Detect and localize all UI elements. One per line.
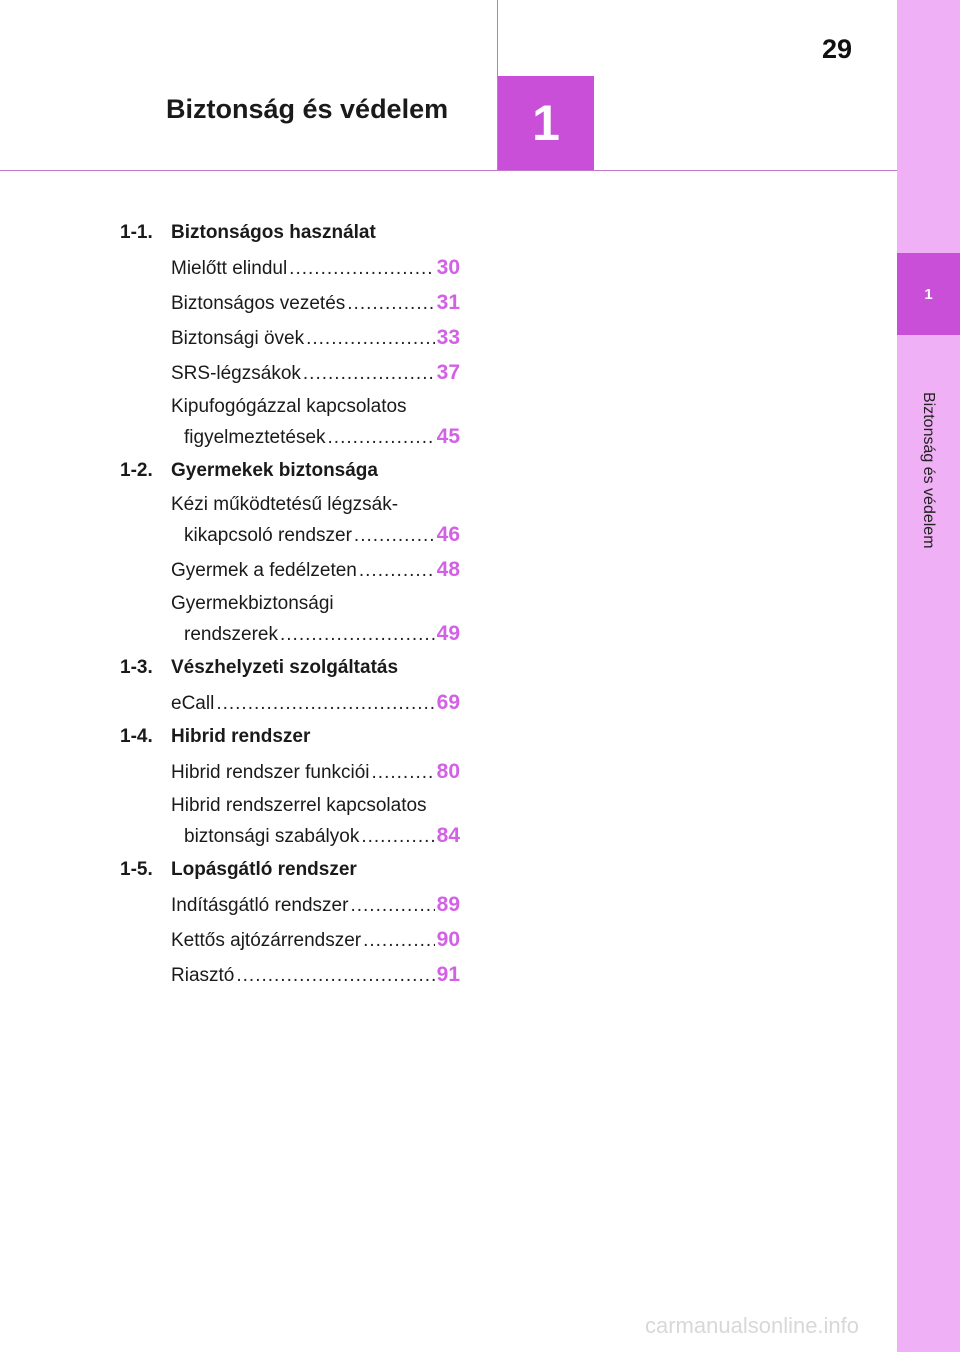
toc-page-link[interactable]: 30 [436, 256, 460, 279]
side-strip [897, 0, 960, 1352]
toc-entry[interactable] [171, 287, 460, 318]
toc-page-link[interactable]: 31 [436, 291, 460, 314]
toc-entry[interactable] [171, 357, 460, 388]
toc-page-link[interactable]: 80 [436, 760, 460, 783]
toc-page-link[interactable]: 90 [436, 928, 460, 951]
toc-entry-title: Indításgátló rendszer [171, 895, 349, 916]
toc-page-link[interactable]: 69 [436, 691, 460, 714]
dot-leader [350, 890, 434, 921]
toc-entry-title: Gyermek a fedélzeten [171, 560, 357, 581]
watermark: carmanualsonline.info [645, 1313, 860, 1338]
toc-page-link[interactable]: 37 [436, 361, 460, 384]
toc-section-number: 1-4. [120, 726, 153, 747]
toc-entry-title: rendszerek [184, 624, 278, 645]
toc-section-heading[interactable] [120, 218, 460, 248]
toc-section-heading[interactable] [120, 722, 460, 752]
toc-section-title: Lopásgátló rendszer [171, 859, 357, 880]
chapter-number-box: 1 [498, 76, 594, 170]
toc-page-link[interactable]: 49 [436, 622, 460, 645]
toc-page-link[interactable]: 89 [436, 893, 460, 916]
toc-entry-first-line: Kipufogógázzal kapcsolatos [171, 396, 407, 417]
dot-leader [306, 323, 435, 354]
toc-entry-title: Biztonságos vezetés [171, 293, 346, 314]
toc-entry-title: biztonsági szabályok [184, 826, 360, 847]
toc-entry-title: eCall [171, 693, 215, 714]
toc-section-number: 1-1. [120, 222, 153, 243]
dot-leader [354, 520, 435, 551]
dot-leader [303, 358, 435, 389]
toc-section-number: 1-3. [120, 657, 153, 678]
toc-entry-title: Hibrid rendszer funkciói [171, 762, 370, 783]
toc-entry-first-line: Kézi működtetésű légzsák- [171, 494, 399, 515]
toc-section-title: Gyermekek biztonsága [171, 460, 378, 481]
side-tab-label: Biztonság és védelem [920, 392, 937, 549]
toc-section-heading[interactable] [120, 855, 460, 885]
dot-leader [347, 288, 434, 319]
toc-entry[interactable] [171, 322, 460, 353]
toc-entry[interactable] [171, 252, 460, 283]
toc-entry-title: SRS-légzsákok [171, 363, 301, 384]
toc-page-link[interactable]: 91 [436, 963, 460, 986]
toc-page-link[interactable]: 48 [436, 558, 460, 581]
toc-entry-title: figyelmeztetések [184, 427, 326, 448]
toc-section-title: Hibrid rendszer [171, 726, 311, 747]
toc-entry[interactable] [171, 756, 460, 787]
toc-section-heading[interactable] [120, 456, 460, 486]
dot-leader [361, 821, 434, 852]
toc-entry-title: Riasztó [171, 965, 235, 986]
toc-entry[interactable] [171, 959, 460, 990]
table-of-contents [120, 215, 460, 994]
toc-page-link[interactable]: 46 [436, 523, 460, 546]
toc-entry[interactable] [171, 392, 460, 452]
toc-entry[interactable] [171, 687, 460, 718]
dot-leader [363, 925, 435, 956]
toc-section-title: Vészhelyzeti szolgáltatás [171, 657, 399, 678]
dot-leader [328, 422, 435, 453]
toc-entry-title: Kettős ajtózárrendszer [171, 930, 362, 951]
toc-entry-first-line: Hibrid rendszerrel kapcsolatos [171, 795, 427, 816]
toc-entry-first-line: Gyermekbiztonsági [171, 593, 334, 614]
toc-entry-title: Mielőtt elindul [171, 258, 288, 279]
side-tab-number[interactable]: 1 [897, 253, 960, 335]
toc-section-number: 1-2. [120, 460, 153, 481]
dot-leader [372, 757, 435, 788]
toc-entry-title: Biztonsági övek [171, 328, 305, 349]
toc-page-link[interactable]: 45 [436, 425, 460, 448]
toc-section-title: Biztonságos használat [171, 222, 376, 243]
toc-section-heading[interactable] [120, 653, 460, 683]
toc-entry[interactable] [171, 589, 460, 649]
toc-entry-title: kikapcsoló rendszer [184, 525, 352, 546]
toc-entry[interactable] [171, 490, 460, 550]
toc-entry[interactable] [171, 924, 460, 955]
dot-leader [280, 619, 435, 650]
dot-leader [216, 688, 434, 719]
toc-entry[interactable] [171, 889, 460, 920]
page-number: 29 [822, 34, 853, 64]
toc-page-link[interactable]: 84 [436, 824, 460, 847]
toc-entry[interactable] [171, 791, 460, 851]
dot-leader [236, 960, 434, 991]
toc-page-link[interactable]: 33 [436, 326, 460, 349]
dot-leader [359, 555, 435, 586]
toc-entry[interactable] [171, 554, 460, 585]
chapter-title: Biztonság és védelem [166, 94, 449, 124]
header-horizontal-divider [0, 170, 897, 171]
toc-section-number: 1-5. [120, 859, 153, 880]
dot-leader [289, 253, 434, 284]
